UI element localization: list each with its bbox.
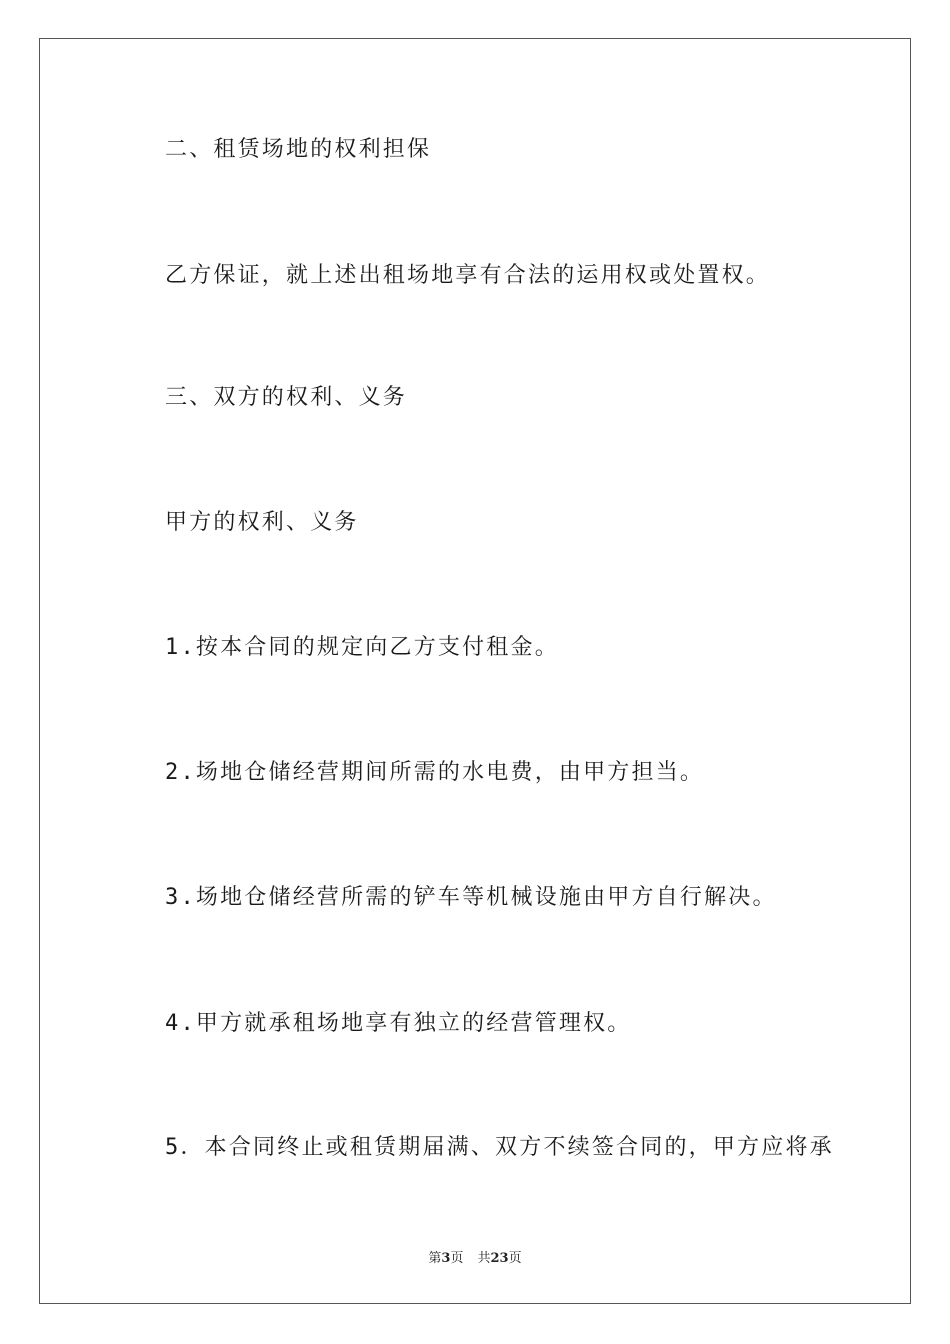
paragraph-guarantee: 乙方保证，就上述出租场地享有合法的运用权或处置权。 (165, 263, 771, 288)
list-item-3: 3.场地仓储经营所需的铲车等机械设施由甲方自行解决。 (165, 885, 777, 910)
footer-total-prefix: 共 (477, 1251, 491, 1266)
footer-page-suffix: 页 (450, 1251, 464, 1266)
list-item-5: 5．本合同终止或租赁期届满、双方不续签合同的，甲方应将承 (165, 1135, 834, 1160)
section-heading-3: 三、双方的权利、义务 (165, 385, 408, 410)
footer-total-pages: 23 (490, 1251, 509, 1266)
footer-page-prefix: 第 (428, 1251, 442, 1266)
footer-page-number: 3 (441, 1251, 451, 1266)
list-item-2: 2.场地仓储经营期间所需的水电费，由甲方担当。 (165, 760, 705, 785)
section-heading-2: 二、租赁场地的权利担保 (165, 137, 432, 162)
page-footer (0, 1247, 950, 1266)
list-item-1: 1.按本合同的规定向乙方支付租金。 (165, 635, 559, 660)
list-item-4: 4.甲方就承租场地享有独立的经营管理权。 (165, 1011, 632, 1036)
footer-total-suffix: 页 (508, 1251, 522, 1266)
subheading-party-a: 甲方的权利、义务 (165, 510, 359, 535)
page-frame (39, 38, 911, 1304)
